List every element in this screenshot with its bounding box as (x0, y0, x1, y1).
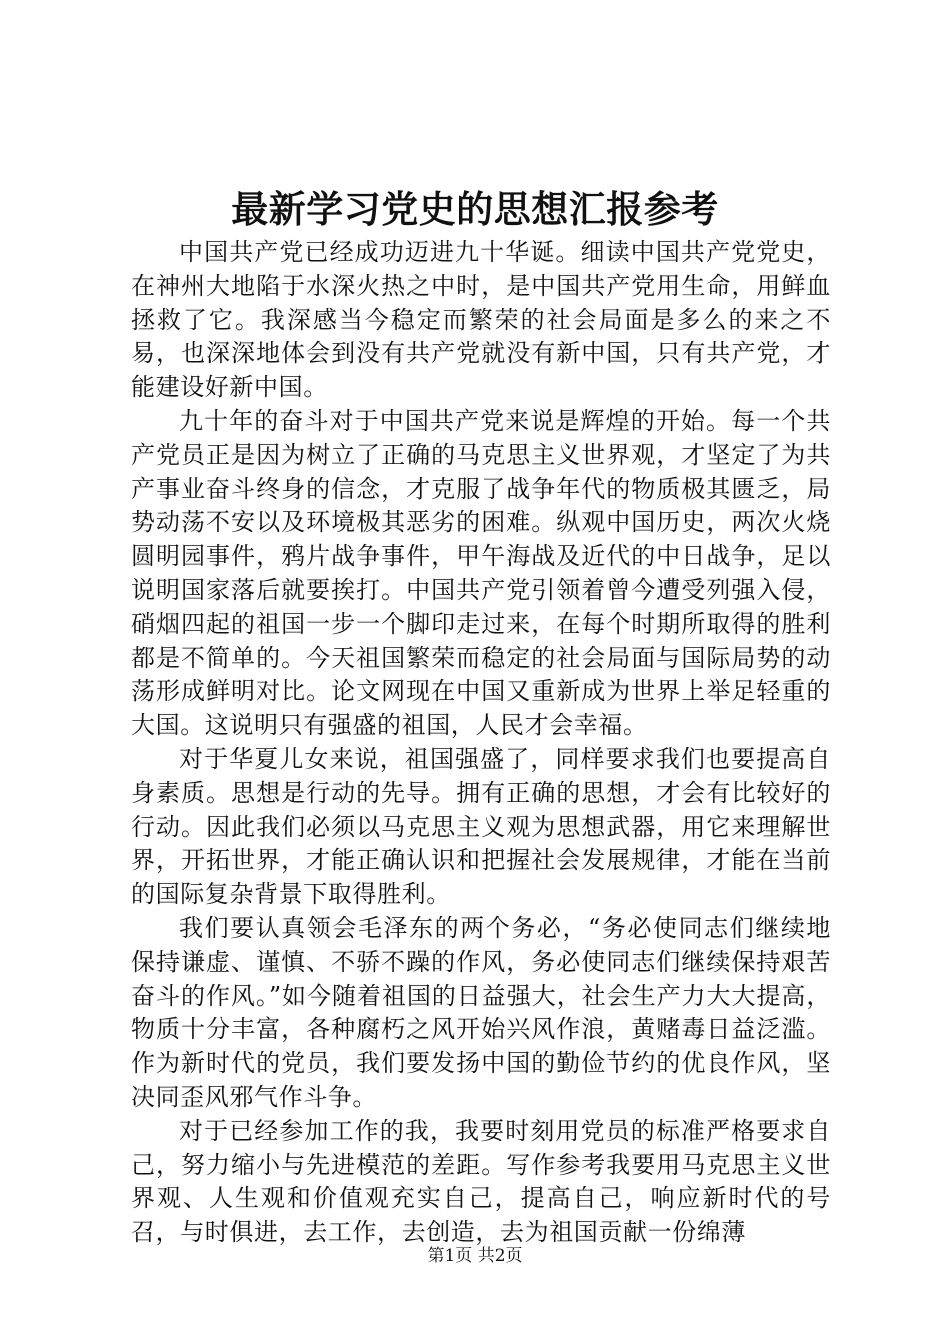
paragraph-3: 对于华夏儿女来说，祖国强盛了，同样要求我们也要提高自身素质。思想是行动的先导。拥有正确的思想，才会有比较好的行动。因此我们必须以马克思主义观为思想武器，用它来理解世界，开拓世界，才能正确认识和把握社会发展规律，才能在当前的国际复杂背景下取得胜利。 (131, 744, 831, 909)
paragraph-4: 我们要认真领会毛泽东的两个务必，“务必使同志们继续地保持谦虚、谨慎、不骄不躁的作风，务必使同志们继续保持艰苦奋斗的作风。”如今随着祖国的日益强大，社会生产力大大提高，物质十分丰富，各种腐朽之风开始兴风作浪，黄赌毒日益泛滥。作为新时代的党员，我们要发扬中国的勤俭节约的优良作风，坚决同歪风邪气作斗争。 (131, 913, 831, 1111)
paragraph-1: 中国共产党已经成功迈进九十华诞。细读中国共产党党史，在神州大地陷于水深火热之中时，是中国共产党用生命，用鲜血拯救了它。我深感当今稳定而繁荣的社会局面是多么的来之不易，也深深地体会到没有共产党就没有新中国，只有共产党，才能建设好新中国。 (131, 238, 831, 402)
page-number-footer: 第1页 共2页 (427, 1246, 523, 1266)
document-title: 最新学习党史的思想汇报参考 (231, 187, 719, 231)
paragraph-5: 对于已经参加工作的我，我要时刻用党员的标准严格要求自己，努力缩小与先进模范的差距。写作参考我要用马克思主义世界观、人生观和价值观充实自己，提高自己，响应新时代的号召，与时俱进，去工作，去创造，去为祖国贡献一份绵薄 (131, 1116, 831, 1247)
document-body (131, 236, 831, 1250)
paragraph-2: 九十年的奋斗对于中国共产党来说是辉煌的开始。每一个共产党员正是因为树立了正确的马克思主义世界观，才坚定了为共产事业奋斗终身的信念，才克服了战争年代的物质极其匮乏，局势动荡不安以及环境极其恶劣的困难。纵观中国历史，两次火烧圆明园事件，鸦片战争事件，甲午海战及近代的中日战争，足以说明国家落后就要挨打。中国共产党引领着曾今遭受列强入侵，硝烟四起的祖国一步一个脚印走过来，在每个时期所取得的胜利都是不简单的。今天祖国繁荣而稳定的社会局面与国际局势的动荡形成鲜明对比。论文网现在中国又重新成为世界上举足轻重的大国。这说明只有强盛的祖国，人民才会幸福。 (131, 406, 831, 740)
